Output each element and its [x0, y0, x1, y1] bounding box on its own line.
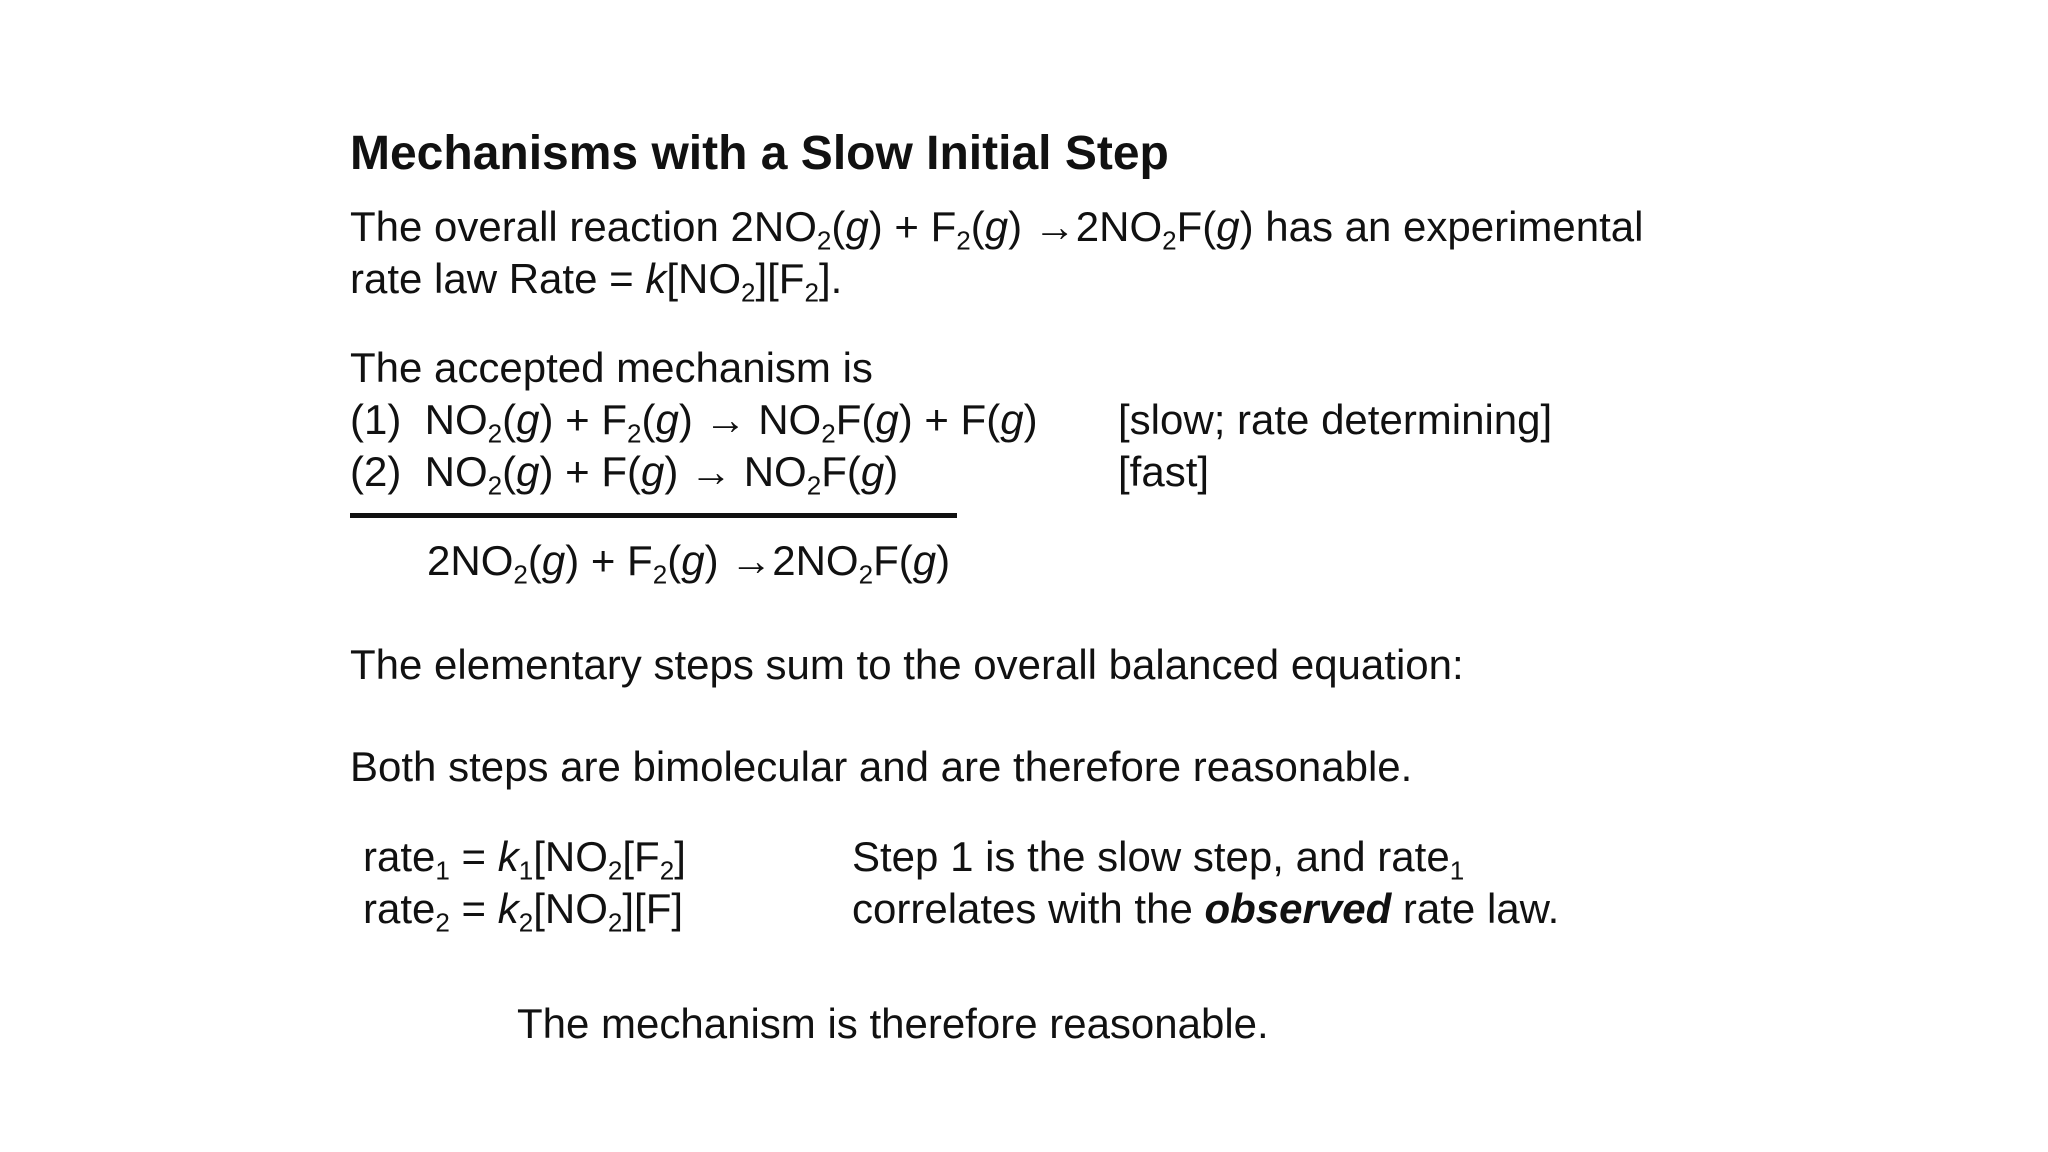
conclusion-segment: The mechanism is therefore reasonable.	[517, 1000, 1269, 1047]
step-1-note-segment: [slow; rate determining]	[1118, 396, 1553, 443]
overall-reaction-line-1-segment: g	[845, 203, 869, 250]
step-2-equation-segment: ) + F(	[539, 448, 642, 495]
sum-equation-segment: F(	[873, 537, 913, 584]
rate-1-expression-segment: 2	[607, 855, 623, 886]
bimolecular-statement	[350, 741, 1412, 793]
step-1-equation-segment: (	[502, 396, 517, 443]
step-2-equation-segment: g	[516, 448, 540, 495]
elementary-steps-statement-segment: The elementary steps sum to the overall balanced equation:	[350, 641, 1464, 688]
overall-reaction-line-1-segment: 2	[816, 225, 832, 256]
overall-reaction-line-2-segment: [NO	[666, 255, 741, 302]
rate-2-expression-segment: rate	[363, 885, 436, 932]
overall-reaction-line-1-segment: ) + F	[868, 203, 957, 250]
step-2-equation-segment: (	[502, 448, 517, 495]
step-1-equation-segment: 2	[627, 418, 642, 449]
slide-title: Mechanisms with a Slow Initial Step	[350, 127, 1169, 180]
sum-equation-segment: g	[681, 537, 705, 584]
step-1-equation-segment: (	[641, 396, 656, 443]
slow-step-note-line-2-segment: rate law.	[1391, 885, 1560, 932]
step-2-equation-segment: 2	[487, 470, 503, 501]
sum-equation-segment: 2	[513, 559, 528, 590]
rate-2-expression	[363, 883, 684, 938]
sum-equation-segment: )	[936, 537, 951, 584]
overall-reaction-line-2-segment: ].	[818, 255, 843, 302]
step-1-equation-segment: g	[875, 396, 899, 443]
overall-reaction-line-2	[350, 253, 843, 308]
sum-equation-segment: (	[667, 537, 682, 584]
step-2-equation-segment: g	[860, 448, 885, 495]
slow-step-note-line-1-segment: Step 1 is the slow step, and rate	[852, 833, 1450, 880]
step-2-equation-segment: (2) NO	[350, 448, 488, 495]
overall-reaction-line-1	[350, 201, 1644, 256]
rate-2-expression-segment: =	[449, 885, 498, 932]
rate-2-expression-segment: k	[497, 885, 519, 932]
rate-1-expression-segment: 2	[659, 855, 675, 886]
rate-1-expression-segment: [NO	[533, 833, 608, 880]
slow-step-note-line-1	[852, 831, 1465, 886]
rate-1-expression-segment: 1	[518, 855, 534, 886]
overall-reaction-line-1-segment: (	[970, 203, 985, 250]
step-1-equation-segment: 2	[487, 418, 503, 449]
overall-reaction-line-1-segment: ) has an experimental	[1239, 203, 1644, 250]
mechanism-intro	[350, 342, 873, 394]
step-2-equation	[350, 446, 899, 501]
sum-equation-segment: (	[527, 537, 542, 584]
step-1-equation-segment: ) + F(	[898, 396, 1001, 443]
step-1-equation-segment: g	[516, 396, 540, 443]
step-1-equation	[350, 394, 1038, 449]
step-1-note	[1118, 394, 1552, 446]
sum-equation-segment: ) →2NO	[704, 537, 859, 584]
slow-step-note-line-2	[852, 883, 1559, 935]
step-1-equation-segment: g	[655, 396, 679, 443]
step-2-note	[1118, 446, 1209, 498]
overall-reaction-line-2-segment: 2	[740, 277, 756, 308]
step-1-equation-segment: (1) NO	[350, 396, 488, 443]
sum-equation-segment: g	[912, 537, 937, 584]
step-2-equation-segment: g	[641, 448, 665, 495]
step-1-equation-segment: )	[1023, 396, 1038, 443]
overall-reaction-line-2-segment: ][F	[755, 255, 805, 302]
overall-reaction-line-2-segment: rate law Rate =	[350, 255, 646, 302]
overall-reaction-line-1-segment: g	[1216, 203, 1240, 250]
overall-reaction-line-1-segment: 2	[1162, 225, 1177, 256]
slow-step-note-line-2-segment: correlates with the	[852, 885, 1205, 932]
overall-reaction-line-1-segment: The overall reaction 2NO	[350, 203, 817, 250]
rate-1-expression-segment: 1	[435, 855, 450, 886]
summation-rule	[350, 513, 957, 518]
rate-2-expression-segment: 2	[435, 907, 450, 938]
rate-1-expression-segment: [F	[622, 833, 660, 880]
elementary-steps-statement	[350, 639, 1464, 691]
mechanism-intro-segment: The accepted mechanism is	[350, 344, 873, 391]
overall-reaction-line-1-segment: ) →2NO	[1008, 203, 1163, 250]
step-1-equation-segment: 2	[821, 418, 836, 449]
rate-1-expression	[363, 831, 686, 886]
rate-1-expression-segment: ]	[674, 833, 686, 880]
rate-1-expression-segment: =	[449, 833, 498, 880]
overall-reaction-line-2-segment: 2	[804, 277, 819, 308]
sum-equation-segment: 2	[652, 559, 668, 590]
step-2-equation-segment: )	[884, 448, 899, 495]
sum-equation-segment: 2	[858, 559, 874, 590]
rate-2-expression-segment: 2	[607, 907, 623, 938]
step-1-equation-segment: ) + F	[539, 396, 628, 443]
slow-step-note-line-1-segment: 1	[1449, 855, 1465, 886]
step-2-note-segment: [fast]	[1118, 448, 1210, 495]
overall-reaction-line-1-segment: g	[984, 203, 1009, 250]
bimolecular-statement-segment: Both steps are bimolecular and are therefore reasonable.	[350, 743, 1413, 790]
step-1-equation-segment: F(	[835, 396, 876, 443]
overall-reaction-line-2-segment: k	[645, 255, 667, 302]
rate-2-expression-segment: 2	[518, 907, 534, 938]
sum-equation-segment: 2NO	[427, 537, 514, 584]
step-1-equation-segment: g	[1000, 396, 1024, 443]
sum-equation-segment: g	[541, 537, 566, 584]
overall-reaction-line-1-segment: 2	[956, 225, 971, 256]
slow-step-note-line-2-segment: observed	[1204, 885, 1392, 932]
rate-2-expression-segment: [NO	[533, 885, 608, 932]
conclusion	[517, 998, 1269, 1050]
rate-1-expression-segment: rate	[363, 833, 436, 880]
sum-equation-segment: ) + F	[565, 537, 653, 584]
rate-1-expression-segment: k	[497, 833, 519, 880]
sum-equation	[427, 535, 951, 590]
step-2-equation-segment: F(	[821, 448, 861, 495]
overall-reaction-line-1-segment: F(	[1176, 203, 1217, 250]
overall-reaction-line-1-segment: (	[831, 203, 846, 250]
rate-2-expression-segment: ][F]	[622, 885, 684, 932]
step-2-equation-segment: 2	[806, 470, 822, 501]
step-1-equation-segment: ) → NO	[678, 396, 822, 443]
step-2-equation-segment: ) → NO	[664, 448, 807, 495]
